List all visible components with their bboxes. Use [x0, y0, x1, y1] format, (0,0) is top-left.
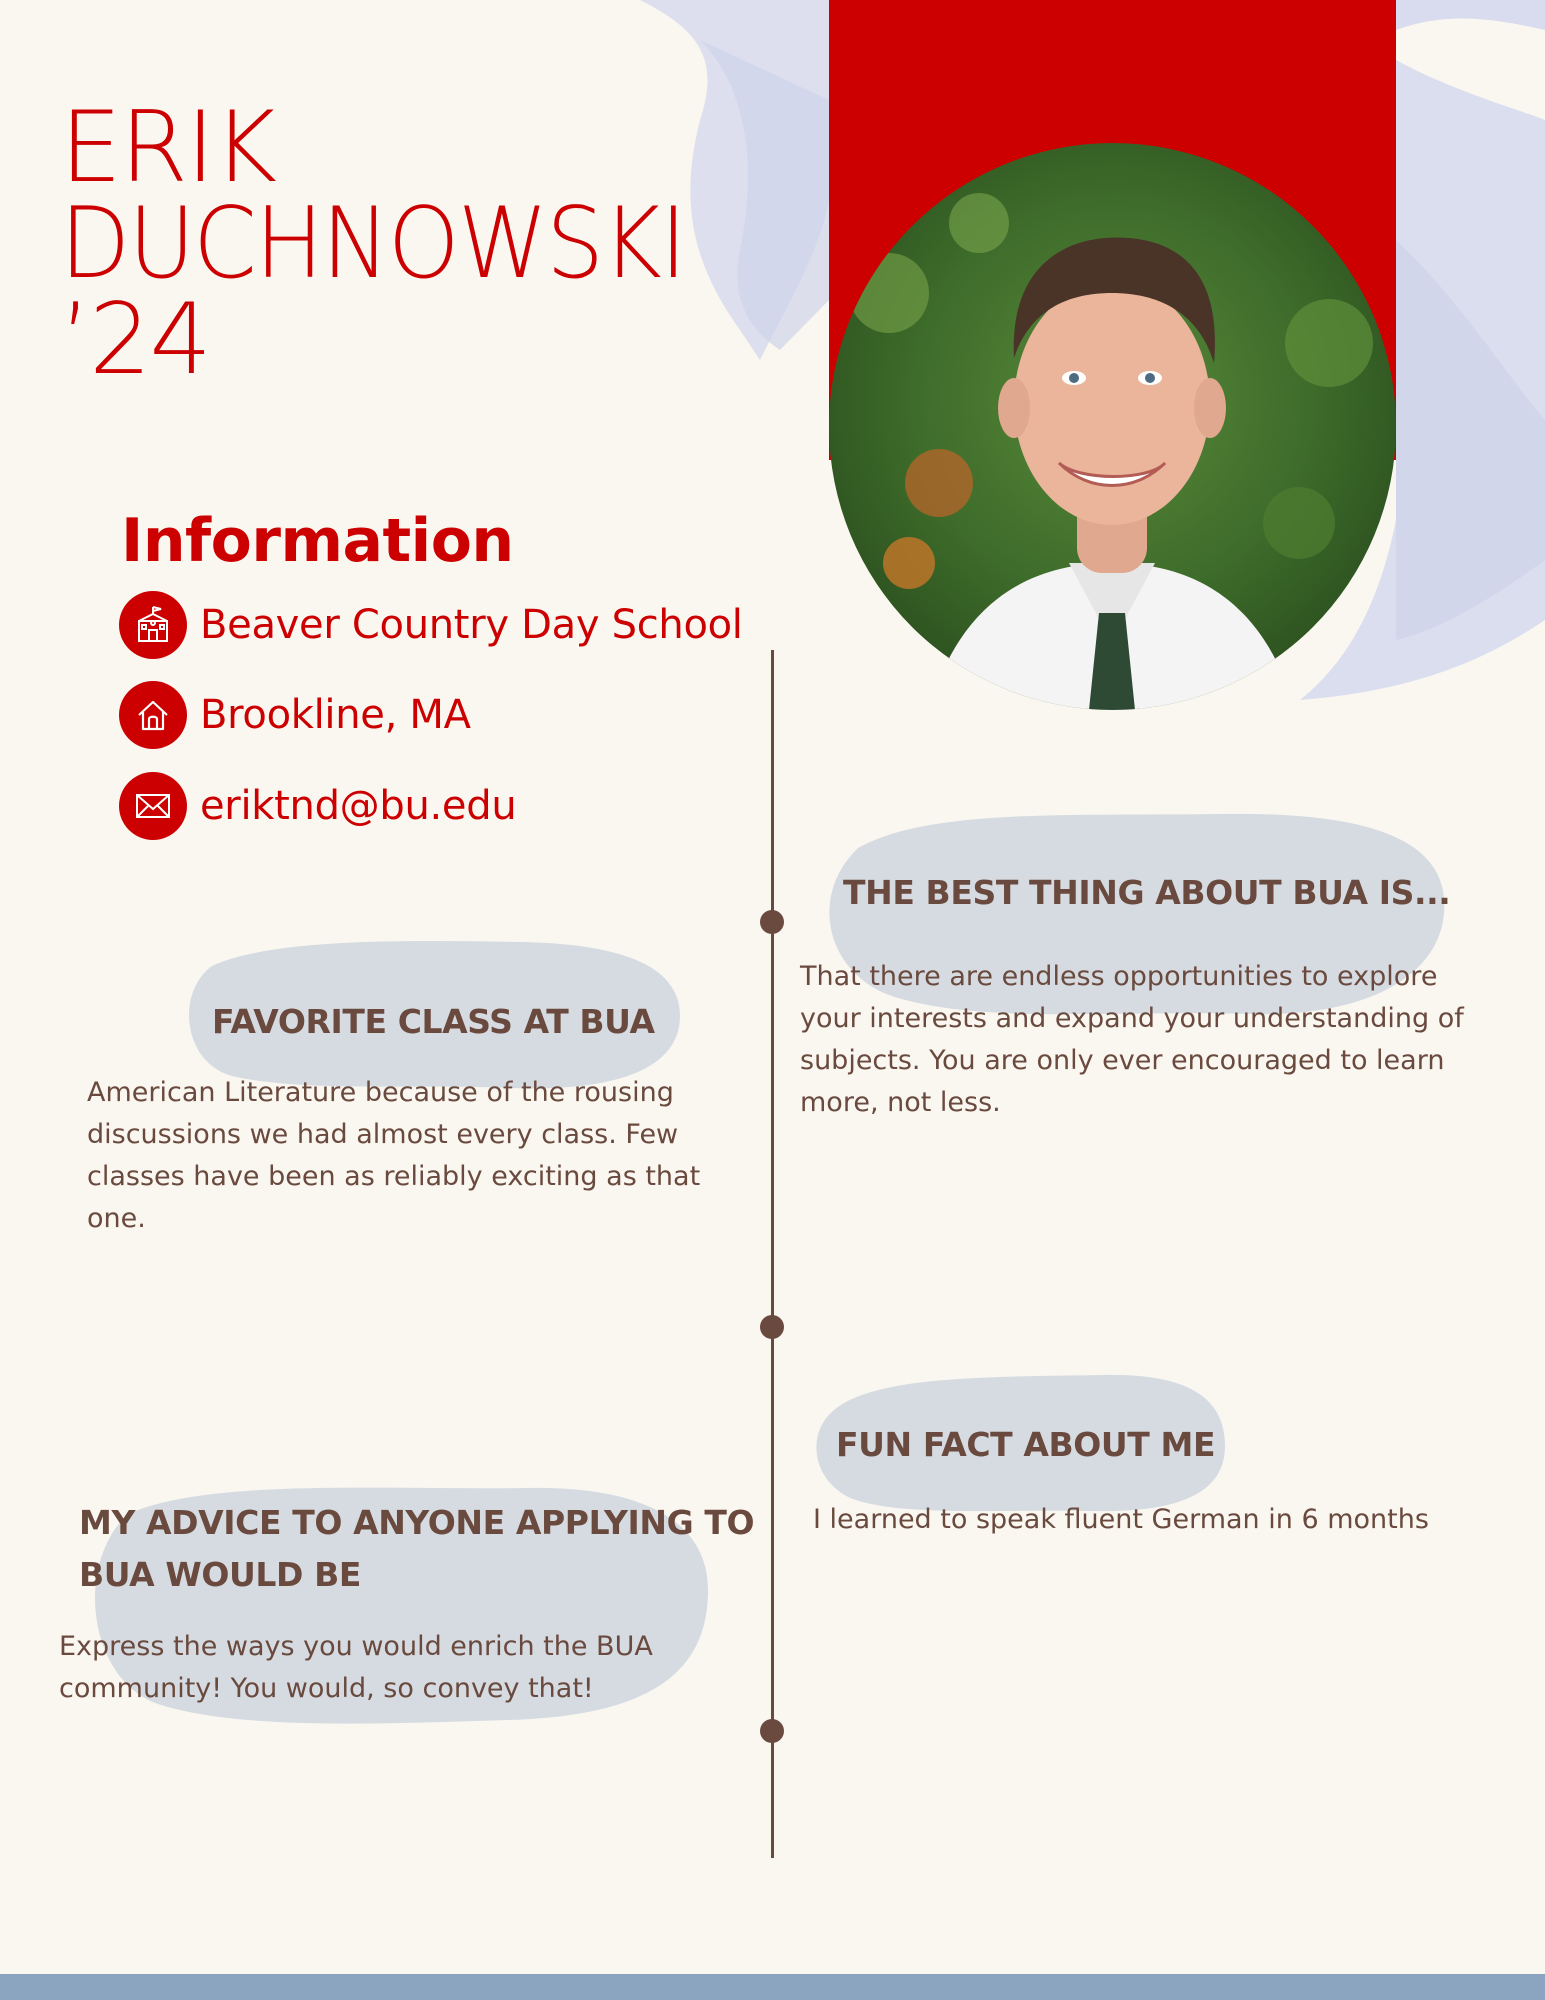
advice-text: Express the ways you would enrich the BUA community! You would, so convey that! [59, 1631, 653, 1704]
student-name [60, 91, 732, 397]
fun-fact-text: I learned to speak fluent German in 6 months [813, 1504, 1429, 1535]
portrait-photo [829, 143, 1396, 710]
email-link[interactable]: eriktnd@bu.edu [200, 783, 517, 829]
location-text: Brookline, MA [200, 692, 471, 738]
info-item-email [119, 771, 516, 841]
best-thing-text: That there are endless opportunities to explore your interests and expand your understanding of subjects. You are only ever encouraged to learn more, not less. [800, 961, 1464, 1118]
mail-icon [119, 772, 187, 840]
school-icon [119, 591, 187, 659]
timeline-dot [760, 910, 784, 934]
info-item-location [119, 680, 471, 750]
information-heading: Information [121, 506, 514, 576]
favorite-class-text: American Literature because of the rousing discussions we had almost every class. Few classes have been as reliably exciting as that one. [87, 1077, 701, 1234]
name-first: ERIK [60, 91, 276, 205]
favorite-class-heading: FAVORITE CLASS AT BUA [212, 1002, 655, 1041]
school-name: Beaver Country Day School [200, 602, 743, 648]
info-item-school [119, 590, 743, 660]
advice-heading: MY ADVICE TO ANYONE APPLYING TO BUA WOULD BE [79, 1503, 755, 1594]
home-icon [119, 681, 187, 749]
name-last: DUCHNOWSKI [60, 187, 685, 301]
class-year: ’24 [60, 283, 210, 397]
footer-bar [0, 1974, 1545, 2000]
timeline-dot [760, 1719, 784, 1743]
timeline-line [771, 650, 774, 1858]
timeline-dot [760, 1315, 784, 1339]
fun-fact-heading: FUN FACT ABOUT ME [836, 1425, 1216, 1464]
best-thing-heading: THE BEST THING ABOUT BUA IS... [843, 873, 1451, 912]
